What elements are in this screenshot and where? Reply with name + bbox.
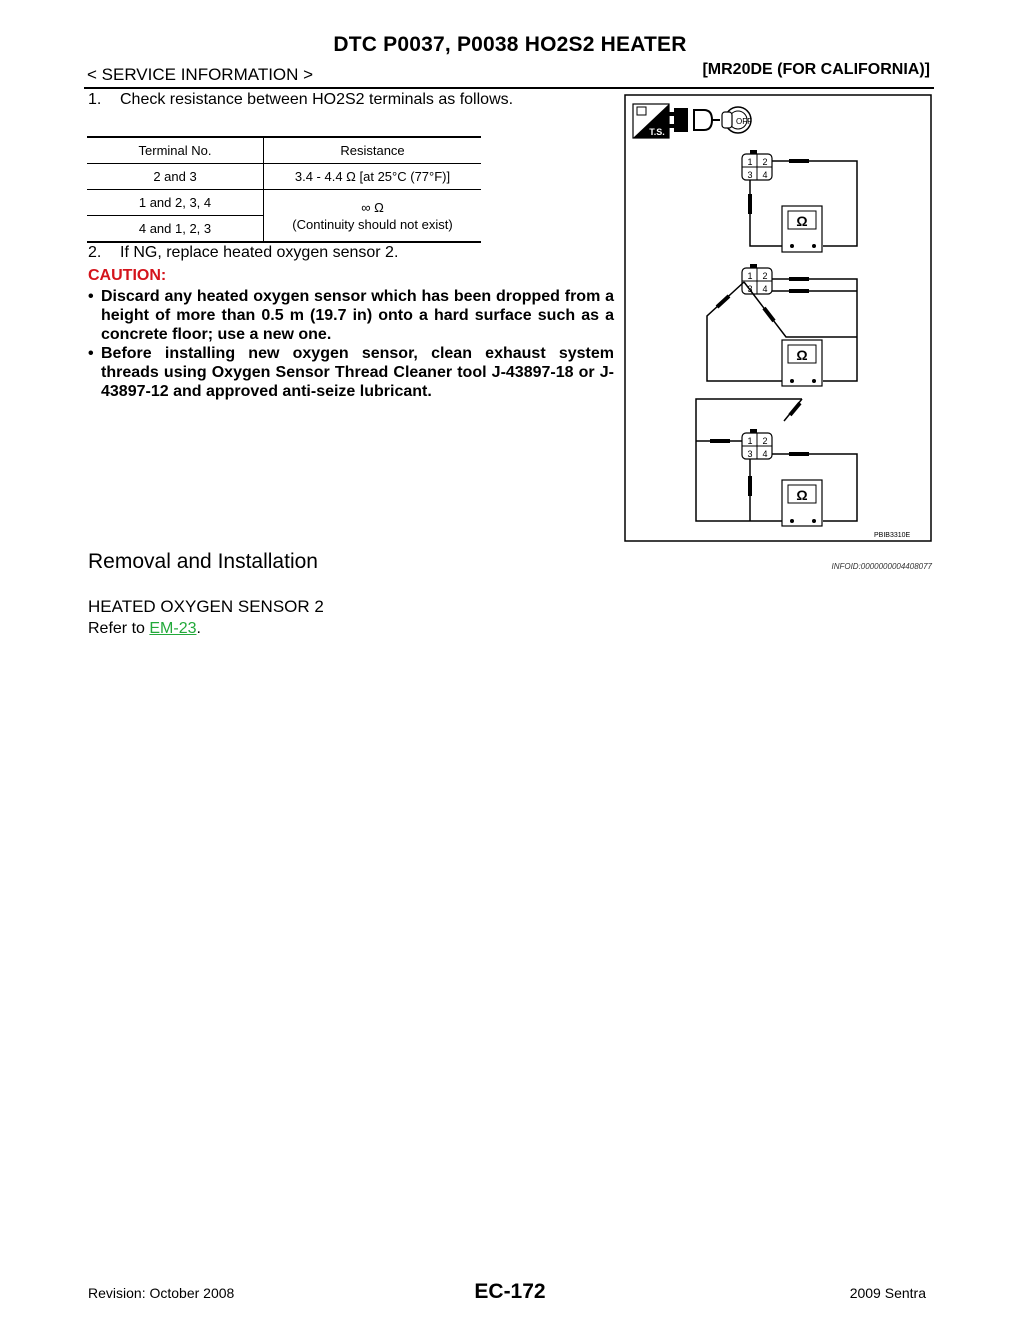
resistance-cell: 3.4 - 4.4 Ω [at 25°C (77°F)] [294, 169, 451, 184]
caution-bullet [88, 344, 614, 401]
caution-label: CAUTION: [88, 267, 167, 284]
ohmmeter-symbol: Ω [796, 347, 808, 363]
table-row [87, 164, 481, 190]
step-1 [88, 91, 513, 109]
refer-line [88, 620, 201, 638]
off-label: OFF [736, 117, 752, 126]
terminal-2-label: 2 [762, 436, 768, 446]
resistance-cell-merged [264, 190, 482, 243]
ts-icon [633, 104, 669, 138]
column-header-resistance: Resistance [340, 143, 405, 158]
ohmmeter-symbol: Ω [796, 487, 808, 503]
caution-bullet-text: Discard any heated oxygen sensor which has been dropped from a height of more than 0.5 m (19.7 in) onto a hard surface such as a concrete floor; use a new one. [101, 288, 614, 343]
terminal-4-label: 4 [762, 449, 768, 459]
page-number: EC-172 [474, 1280, 546, 1303]
table-row [87, 190, 481, 216]
figure-code: PBIB3310E [874, 532, 911, 539]
info-id: INFOID:0000000004408077 [831, 562, 932, 571]
ohmmeter-symbol: Ω [796, 213, 808, 229]
step-2 [88, 244, 398, 262]
caution-bullet-text: Before installing new oxygen sensor, clean exhaust system threads using Oxygen Sensor Thread Cleaner tool J-43897-18 or J-43897-12 and approved anti-seize lubricant. [101, 345, 614, 400]
refer-prefix: Refer to [88, 620, 150, 637]
step-1-text: Check resistance between HO2S2 terminals as follows. [120, 91, 514, 108]
table-header-row [87, 137, 481, 164]
column-header-terminal: Terminal No. [87, 137, 264, 164]
caution-bullet [88, 287, 614, 344]
header-divider [84, 87, 934, 89]
footer-model: 2009 Sentra [849, 1285, 926, 1301]
resistance-note: (Continuity should not exist) [292, 216, 453, 232]
terminal-2-label: 2 [762, 157, 768, 167]
terminal-3-label: 3 [747, 284, 753, 294]
terminal-1-label: 1 [747, 436, 753, 446]
terminal-cell: 2 and 3 [87, 164, 264, 190]
terminal-cell: 4 and 1, 2, 3 [87, 216, 264, 243]
em-23-link[interactable]: EM-23 [149, 620, 197, 637]
subsection-heading: HEATED OXYGEN SENSOR 2 [88, 597, 324, 616]
resistance-infinite: ∞ Ω [361, 199, 384, 215]
terminal-3-label: 3 [747, 170, 753, 180]
page-title: DTC P0037, P0038 HO2S2 HEATER [333, 33, 687, 56]
step-1-number: 1. [88, 91, 102, 108]
terminal-1-label: 1 [747, 271, 753, 281]
terminal-4-label: 4 [762, 170, 768, 180]
section-heading: Removal and Installation [88, 550, 318, 573]
terminal-3-label: 3 [747, 449, 753, 459]
section-label: < SERVICE INFORMATION > [87, 65, 314, 84]
engine-label: [MR20DE (FOR CALIFORNIA)] [702, 61, 930, 78]
resistance-check-diagram [624, 94, 932, 542]
step-2-text: If NG, replace heated oxygen sensor 2. [120, 244, 399, 261]
terminal-4-label: 4 [762, 284, 768, 294]
terminal-cell: 1 and 2, 3, 4 [87, 190, 264, 216]
terminal-1-label: 1 [747, 157, 753, 167]
refer-suffix: . [196, 620, 201, 637]
terminal-2-label: 2 [762, 271, 768, 281]
bullet-dot-icon: • [88, 288, 94, 305]
footer-revision: Revision: October 2008 [88, 1285, 235, 1301]
ts-label: T.S. [649, 127, 665, 137]
resistance-table [87, 136, 481, 243]
step-2-number: 2. [88, 244, 102, 261]
bullet-dot-icon: • [88, 345, 94, 362]
